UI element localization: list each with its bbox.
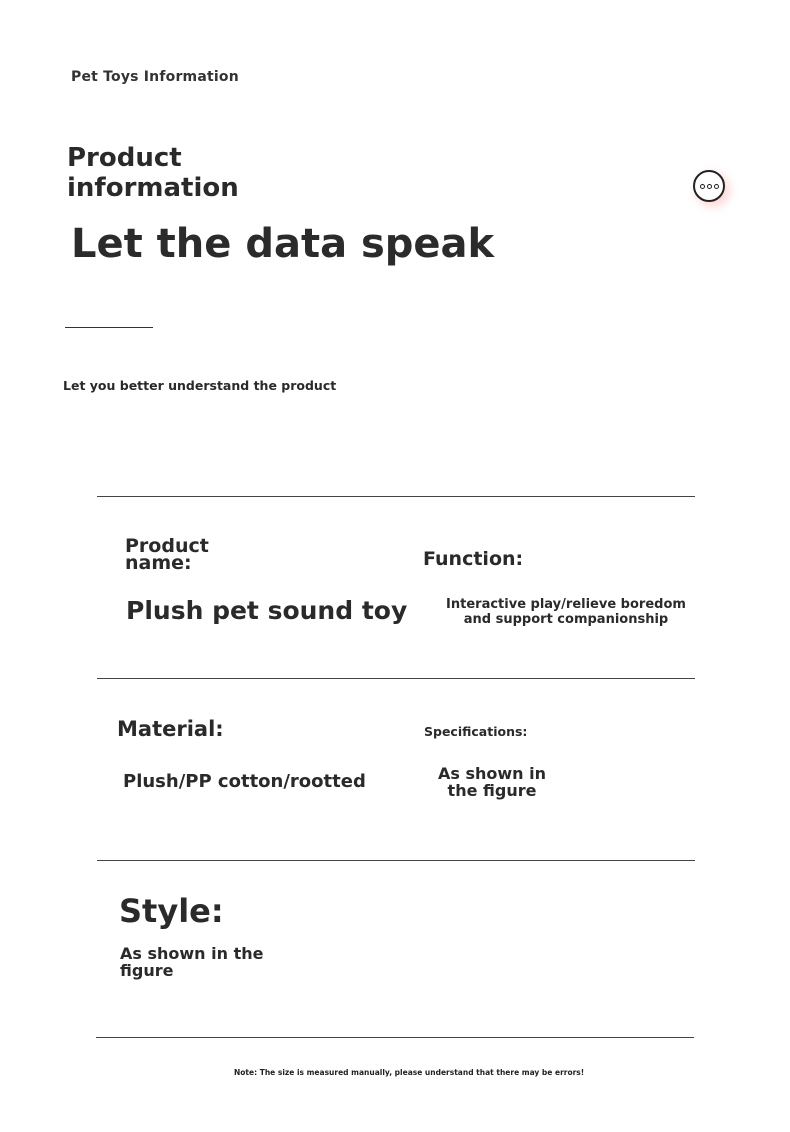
- subtitle: Let you better understand the product: [63, 378, 337, 393]
- style-value: As shown in the figure: [120, 944, 264, 980]
- section-title: Product information: [67, 143, 239, 203]
- specifications-label: Specifications:: [424, 724, 528, 739]
- headline: Let the data speak: [71, 221, 495, 267]
- row-divider: [97, 496, 695, 497]
- material-value: Plush/PP cotton/rootted: [123, 771, 366, 792]
- material-label: Material:: [117, 717, 224, 741]
- function-value: Interactive play/relieve boredom and support companionship: [446, 597, 686, 627]
- row-divider: [97, 860, 695, 861]
- function-label: Function:: [423, 548, 524, 570]
- more-options-icon[interactable]: [693, 170, 725, 202]
- dot-icon: [707, 184, 712, 189]
- dot-icon: [714, 184, 719, 189]
- product-name-value: Plush pet sound toy: [126, 596, 408, 625]
- specifications-value: As shown in the figure: [438, 764, 546, 800]
- title-divider: [65, 327, 153, 328]
- footer-note: Note: The size is measured manually, please understand that there may be errors!: [234, 1068, 585, 1077]
- row-divider: [97, 678, 695, 679]
- style-label: Style:: [119, 892, 224, 930]
- product-name-label: Product name:: [125, 535, 209, 574]
- top-label: Pet Toys Information: [71, 69, 239, 85]
- dot-icon: [700, 184, 705, 189]
- row-divider: [96, 1037, 694, 1038]
